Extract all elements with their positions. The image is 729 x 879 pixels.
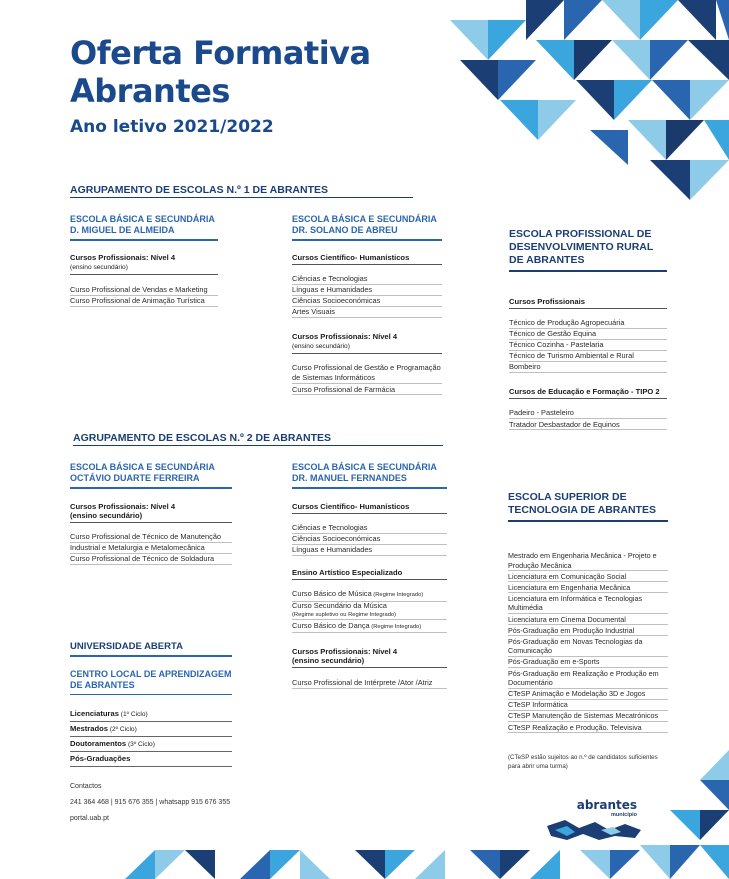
list-item: Ciências e Tecnologias xyxy=(292,523,447,534)
school-name xyxy=(292,214,442,236)
school-name xyxy=(70,214,218,236)
course-list xyxy=(292,523,447,556)
category-heading xyxy=(70,502,232,523)
contacts-label: Contactos xyxy=(70,783,102,790)
list-item: Padeiro - Pasteleiro xyxy=(509,408,667,419)
course-list xyxy=(70,285,218,307)
category-title: Cursos Profissionais: Nível 4 xyxy=(70,252,176,262)
triangle-pattern-top xyxy=(440,0,729,205)
category-subtitle: (ensino secundário) xyxy=(70,263,128,271)
list-item: Bombeiro xyxy=(509,362,667,373)
category-subtitle: (ensino secundário) xyxy=(292,342,350,350)
center-underline xyxy=(70,694,232,696)
school-name-line1: ESCOLA BÁSICA E SECUNDÁRIA xyxy=(70,462,215,472)
group2-title: AGRUPAMENTO DE ESCOLAS N.º 2 DE ABRANTES xyxy=(73,432,331,444)
item-note: (Regime Integrado) xyxy=(369,623,422,630)
list-item: Técnico de Turismo Ambiental e Rural xyxy=(509,351,667,362)
list-item: Pós-Graduação em e-Sports xyxy=(508,657,668,668)
school-underline xyxy=(70,487,232,489)
list-item: Técnico Cozinha - Pastelaria xyxy=(509,340,667,351)
school-solano-abreu xyxy=(292,214,442,395)
list-item: Ciências Socioeconómicas xyxy=(292,534,447,545)
school-name-line2: D. MIGUEL DE ALMEIDA xyxy=(70,225,175,235)
school-octavio-duarte-ferreira xyxy=(70,462,232,565)
list-item: Curso Profissional de Técnico de Soldadura xyxy=(70,554,232,565)
item-main: Mestrados xyxy=(70,724,108,733)
item-note: (1º Ciclo) xyxy=(118,711,148,718)
list-item: Licenciatura em Cinema Documental xyxy=(508,614,668,625)
school-year: Ano letivo 2021/2022 xyxy=(70,117,274,137)
title-line-2: Abrantes xyxy=(70,72,230,110)
list-item: Curso Profissional de Farmácia xyxy=(292,384,442,395)
list-item: Técnico de Produção Agropecuária xyxy=(509,318,667,329)
page-title xyxy=(70,34,371,110)
school-name-line1: ESCOLA BÁSICA E SECUNDÁRIA xyxy=(70,214,215,224)
group1-title: AGRUPAMENTO DE ESCOLAS N.º 1 DE ABRANTES xyxy=(70,184,328,196)
center-name-line1: CENTRO LOCAL DE APRENDIZAGEM xyxy=(70,668,232,679)
list-item: Curso Profissional de Vendas e Marketing xyxy=(70,285,218,296)
list-item xyxy=(70,737,232,752)
school-name-line1: ESCOLA SUPERIOR DE xyxy=(508,491,627,503)
item-note: (Regime supletivo ou Regime Integrado) xyxy=(292,612,397,619)
school-underline xyxy=(292,487,447,489)
category-heading xyxy=(70,253,218,275)
school-name xyxy=(292,462,447,484)
list-item: Curso Profissional de Intérprete /Ator /Atriz xyxy=(292,677,447,688)
list-item: Ciências Socioeconómicas xyxy=(292,296,442,307)
category-heading: Cursos Profissionais xyxy=(509,297,667,309)
list-item: Curso Profissional de Técnico de Manutenção xyxy=(70,532,232,543)
learning-center-name xyxy=(70,669,232,691)
list-item: Licenciatura em Comunicação Social xyxy=(508,571,668,582)
school-esta xyxy=(508,491,668,771)
list-item: de Sistemas Informáticos xyxy=(292,373,442,384)
item-main: Licenciaturas xyxy=(70,709,119,718)
category-title: Cursos Profissionais: Nível 4 xyxy=(292,331,398,341)
school-underline xyxy=(509,270,667,272)
course-list xyxy=(508,551,668,734)
school-epdra xyxy=(509,228,667,430)
list-item: Industrial e Metalurgia e Metalomecânica xyxy=(70,543,232,554)
course-list xyxy=(292,363,442,395)
university-title: UNIVERSIDADE ABERTA xyxy=(70,641,183,652)
school-underline xyxy=(292,239,442,241)
school-name-line2: DR. SOLANO DE ABREU xyxy=(292,225,398,235)
universidade-aberta xyxy=(70,640,232,827)
portal-link[interactable]: portal.uab.pt xyxy=(70,815,109,822)
school-name-line1: ESCOLA BÁSICA E SECUNDÁRIA xyxy=(292,214,437,224)
school-underline xyxy=(508,520,668,522)
list-item: Pós-Graduação em Produção Industrial xyxy=(508,625,668,636)
phone-numbers[interactable]: 241 364 468 | 915 676 355 | whatsapp 915 676 355 xyxy=(70,799,231,806)
course-list xyxy=(509,408,667,430)
group2-divider xyxy=(73,445,443,446)
category-heading xyxy=(292,647,447,668)
note-line2: para abrir uma turma) xyxy=(508,763,568,771)
list-item: Línguas e Humanidades xyxy=(292,545,447,556)
category-heading: Cursos Científico- Humanísticos xyxy=(292,253,442,265)
school-underline xyxy=(70,239,218,241)
list-item: Curso Profissional de Gestão e Programação xyxy=(292,363,441,373)
school-name-line3: DE ABRANTES xyxy=(509,254,585,266)
university-underline xyxy=(70,655,232,657)
school-name-line2: TECNOLOGIA DE ABRANTES xyxy=(508,504,656,516)
course-list xyxy=(292,677,447,688)
ctesp-note xyxy=(508,753,668,771)
category-title: Cursos Profissionais: Nível 4 xyxy=(70,501,176,511)
logo-name: abrantes xyxy=(576,798,637,812)
category-subtitle: (ensino secundário) xyxy=(292,656,365,666)
list-item: CTeSP Manutenção de Sistemas Mecatrónicos xyxy=(508,711,668,722)
list-item: Ciências e Tecnologias xyxy=(292,274,442,285)
school-name xyxy=(508,491,668,517)
school-name-line2: DR. MANUEL FERNANDES xyxy=(292,473,407,483)
list-item: CTeSP Realização e Produção. Televisiva xyxy=(508,722,668,733)
list-item: Pós-Graduação em Realização e Produção em Documentário xyxy=(508,668,668,689)
item-main: Doutoramentos xyxy=(70,739,127,748)
item-note: (3º Ciclo) xyxy=(126,741,155,748)
item-note: (Regime Integrado) xyxy=(371,592,424,599)
course-list xyxy=(292,274,442,318)
list-item: Curso Profissional de Animação Turística xyxy=(70,296,218,307)
list-item xyxy=(292,602,447,621)
category-heading: Ensino Artístico Especializado xyxy=(292,568,447,580)
list-item: Técnico de Gestão Equina xyxy=(509,329,667,340)
school-miguel-almeida xyxy=(70,214,218,307)
degree-list xyxy=(70,707,232,767)
list-item: Mestrado em Engenharia Mecânica - Projeto e Produção Mecânica xyxy=(508,551,668,572)
list-item: Licenciatura em Engenharia Mecânica xyxy=(508,582,668,593)
category-subtitle: (ensino secundário) xyxy=(70,510,143,520)
school-name-line2: OCTÁVIO DUARTE FERREIRA xyxy=(70,473,200,483)
category-heading: Cursos Científico- Humanísticos xyxy=(292,502,447,514)
contacts xyxy=(70,779,232,827)
school-name xyxy=(70,462,232,484)
category-heading: Cursos de Educação e Formação - TIPO 2 xyxy=(509,387,667,399)
note-line1: (CTeSP estão sujeitos ao n.º de candidatos suficientes xyxy=(508,754,658,762)
school-name-line1: ESCOLA BÁSICA E SECUNDÁRIA xyxy=(292,462,437,472)
list-item: CTeSP Animação e Modelação 3D e Jogos xyxy=(508,689,668,700)
triangle-pattern-bottom xyxy=(125,850,640,879)
list-item xyxy=(70,707,232,722)
list-item: Tratador Desbastador de Equinos xyxy=(509,419,667,430)
course-list xyxy=(509,318,667,373)
center-name-line2: DE ABRANTES xyxy=(70,679,135,690)
item-main: Pós-Graduações xyxy=(70,754,131,763)
item-main: Curso Secundário da Música xyxy=(292,601,387,611)
title-line-1: Oferta Formativa xyxy=(70,34,371,72)
list-item: Línguas e Humanidades xyxy=(292,285,442,296)
item-main: Curso Básico de Dança xyxy=(292,620,370,630)
logo-wave-icon xyxy=(545,818,645,842)
category-heading xyxy=(292,332,442,354)
list-item xyxy=(292,620,447,633)
list-item xyxy=(70,752,232,767)
course-list xyxy=(292,589,447,634)
course-list xyxy=(70,532,232,565)
school-name-line2: DESENVOLVIMENTO RURAL xyxy=(509,241,654,253)
list-item xyxy=(292,589,447,602)
item-note: (2º Ciclo) xyxy=(107,726,137,733)
list-item: CTeSP Informática xyxy=(508,700,668,711)
list-item: Licenciatura em Informática e Tecnologias Multimédia xyxy=(508,593,668,614)
school-manuel-fernandes xyxy=(292,462,447,689)
group1-divider xyxy=(70,197,413,198)
list-item: Artes Visuais xyxy=(292,307,442,318)
category-title: Cursos Profissionais: Nível 4 xyxy=(292,647,398,657)
abrantes-logo xyxy=(545,798,645,847)
list-item: Pós-Graduação em Novas Tecnologias da Comunicação xyxy=(508,636,668,657)
item-main: Curso Básico de Música xyxy=(292,589,372,599)
school-name-line1: ESCOLA PROFISSIONAL DE xyxy=(509,228,652,240)
list-item xyxy=(70,722,232,737)
logo-subtitle: município xyxy=(611,812,637,818)
school-name xyxy=(509,228,667,267)
